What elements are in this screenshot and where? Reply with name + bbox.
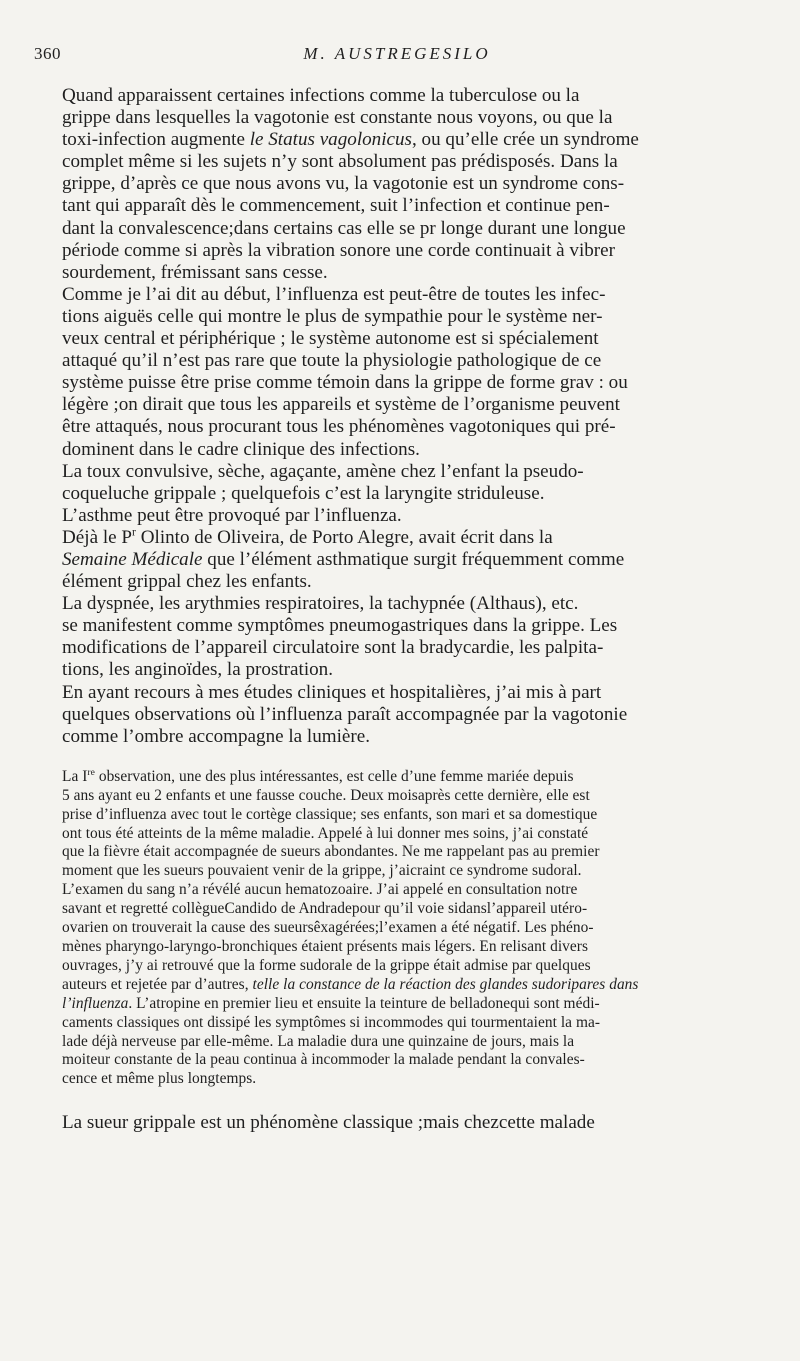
text-line (38, 1014, 760, 1033)
text-segment: L’examen du sang n’a révélé aucun hematozoaire. J’ai appelé en consultation notre (62, 881, 578, 899)
text-line (38, 129, 760, 151)
text-segment: observation, une des plus intéressantes, est celle d’une femme mariée depuis (94, 767, 574, 785)
text-segment: La toux convulsive, sèche, agaçante, amène chez l’enfant la pseudo- (62, 460, 584, 482)
text-line (38, 825, 760, 844)
text-segment: savant et regretté collègueCandido de Andradepour qu’il voie sidansl’appareil utéro- (62, 900, 588, 918)
text-segment: telle la constance de la réaction des glandes sudoripares dans (252, 975, 639, 993)
text-line (38, 862, 760, 881)
text-segment: toxi-infection augmente (62, 129, 250, 151)
text-segment: tant qui apparaît dès le commencement, suit l’infection et continue pen- (62, 195, 610, 217)
text-segment: que l’élément asthmatique surgit fréquemment comme (202, 548, 625, 570)
page-body (38, 85, 760, 1134)
text-line (38, 195, 760, 217)
text-line (38, 461, 760, 483)
text-line (38, 505, 760, 527)
text-segment: moment que les sueurs pouvaient venir de la grippe, j’aicraint ce syndrome sudoral. (62, 862, 582, 880)
text-segment: La dyspnée, les arythmies respiratoires, la tachypnée (Althaus), etc. (62, 593, 579, 615)
text-segment: système puisse être prise comme témoin dans la grippe de forme grav : ou (62, 372, 628, 394)
text-line (38, 350, 760, 372)
text-segment: période comme si après la vibration sonore une corde continuait à vibrer (62, 239, 615, 261)
text-segment: grippe dans lesquelles la vagotonie est constante nous voyons, ou que la (62, 107, 613, 129)
text-segment: ouvrages, j’y ai retrouvé que la forme sudorale de la grippe était admise par quelques (62, 956, 591, 974)
text-line (38, 1070, 760, 1089)
text-line (38, 919, 760, 938)
text-line (38, 957, 760, 976)
paragraph-p6 (38, 593, 760, 681)
text-segment: tions aiguës celle qui montre le plus de sympathie pour le système ner- (62, 305, 603, 327)
text-line (38, 768, 760, 787)
paragraph-p5 (38, 524, 760, 593)
text-segment: La I (62, 767, 88, 785)
text-segment: sourdement, frémissant sans cesse. (62, 261, 328, 283)
text-line (38, 682, 760, 704)
text-segment: quelques observations où l’influenza paraît accompagnée par la vagotonie (62, 703, 628, 725)
text-line (38, 173, 760, 195)
observation-note (38, 768, 760, 1089)
text-line (38, 439, 760, 461)
text-line (38, 1033, 760, 1052)
text-segment: . L’atropine en premier lieu et ensuite la teinture de belladonequi sont médi- (128, 994, 600, 1012)
text-line (38, 372, 760, 394)
note-paragraph (38, 768, 760, 1089)
paragraph-p1 (38, 85, 760, 284)
paragraph-p2 (38, 284, 760, 461)
text-line (38, 704, 760, 726)
text-line (38, 900, 760, 919)
text-line (38, 328, 760, 350)
text-line (38, 881, 760, 900)
text-segment: dant la convalescence;dans certains cas elle se pr longe durant une longue (62, 217, 626, 239)
text-line (38, 151, 760, 173)
text-segment: lade déjà nerveuse par elle-même. La maladie dura une quinzaine de jours, mais la (62, 1032, 575, 1050)
paragraph-p3 (38, 461, 760, 505)
text-segment: Olinto de Oliveira, de Porto Alegre, avait écrit dans la (135, 526, 553, 548)
text-segment: prise d’influenza avec tout le cortège classique; ses enfants, son mari et sa domestique (62, 805, 598, 823)
text-segment: que la fièvre était accompagnée de sueurs abondantes. Ne me rappelant pas au premier (62, 843, 600, 861)
text-segment: coqueluche grippale ; quelquefois c’est la laryngite striduleuse. (62, 482, 545, 504)
text-line (38, 615, 760, 637)
text-segment: mènes pharyngo-laryngo-bronchiques étaient présents mais légers. En relisant divers (62, 937, 588, 955)
text-segment: L’asthme peut être provoqué par l’influenza. (62, 504, 402, 526)
text-segment: le Status vagolonicus (249, 129, 412, 151)
text-line (38, 593, 760, 615)
text-line (38, 416, 760, 438)
text-segment: tions, les anginoïdes, la prostration. (62, 659, 333, 681)
text-line (38, 938, 760, 957)
text-segment: Quand apparaissent certaines infections comme la tuberculose ou la (62, 85, 580, 106)
text-segment: moiteur constante de la peau continua à incommoder la malade pendant la convales- (62, 1051, 585, 1069)
text-segment: La sueur grippale est un phénomène classique ;mais chezcette malade (62, 1112, 595, 1134)
text-segment: veux central et périphérique ; le système autonome est si spécialement (62, 328, 599, 350)
text-line (38, 262, 760, 284)
text-line (38, 1112, 760, 1134)
text-line (38, 218, 760, 240)
text-segment: complet même si les sujets n’y sont absolument pas prédisposés. Dans la (62, 151, 618, 173)
text-segment: , ou qu’elle crée un syndrome (411, 129, 639, 151)
text-segment: r (132, 524, 136, 539)
text-line (38, 483, 760, 505)
text-segment: être attaqués, nous procurant tous les phénomènes vagotoniques qui pré- (62, 416, 616, 438)
text-segment: Déjà le P (62, 526, 132, 548)
text-line (38, 85, 760, 107)
paragraph-p4 (38, 505, 760, 527)
text-line (38, 107, 760, 129)
running-head: M. AUSTREGESILO (303, 44, 491, 63)
text-segment: l’influenza (62, 994, 129, 1012)
text-line (38, 240, 760, 262)
text-line (38, 787, 760, 806)
text-segment: re (87, 766, 95, 778)
text-line (38, 284, 760, 306)
text-segment: caments classiques ont dissipé les symptômes si incommodes qui tourmentaient la ma- (62, 1013, 601, 1031)
text-segment: cence et même plus longtemps. (62, 1070, 257, 1088)
page-number: 360 (34, 44, 61, 63)
text-line (38, 726, 760, 748)
text-segment: ont tous été atteints de la même maladie. Appelé à lui donner mes soins, j’ai constaté (62, 824, 589, 842)
text-line (38, 1051, 760, 1070)
text-line (38, 394, 760, 416)
closing-text (38, 1112, 760, 1134)
text-segment: dominent dans le cadre clinique des infections. (62, 438, 420, 460)
text-segment: modifications de l’appareil circulatoire sont la bradycardie, les palpita- (62, 637, 604, 659)
text-segment: Semaine Médicale (62, 548, 203, 570)
text-line (38, 306, 760, 328)
text-segment: se manifestent comme symptômes pneumogastriques dans la grippe. Les (62, 615, 618, 637)
text-segment: Comme je l’ai dit au début, l’influenza est peut-être de toutes les infec- (62, 283, 606, 305)
text-segment: grippe, d’après ce que nous avons vu, la vagotonie est un syndrome cons- (62, 173, 625, 195)
text-segment: légère ;on dirait que tous les appareils et système de l’organisme peuvent (62, 394, 620, 416)
text-line (38, 571, 760, 593)
text-segment: auteurs et rejetée par d’autres, (62, 975, 253, 993)
main-text (38, 85, 760, 748)
closing-paragraph (38, 1112, 760, 1134)
text-segment: 5 ans ayant eu 2 enfants et une fausse couche. Deux moisaprès cette dernière, elle est (62, 786, 590, 804)
paragraph-p7 (38, 682, 760, 748)
text-line (38, 637, 760, 659)
text-segment: ovarien on trouverait la cause des sueursêxagérées;l’examen a été négatif. Les phéno- (62, 919, 594, 937)
text-line (38, 976, 760, 995)
text-line (38, 659, 760, 681)
text-segment: En ayant recours à mes études cliniques et hospitalières, j’ai mis à part (62, 681, 602, 703)
text-line (38, 806, 760, 825)
page-header (34, 44, 760, 66)
text-line (38, 524, 760, 549)
text-line (38, 995, 760, 1014)
text-segment: élément grippal chez les enfants. (62, 571, 312, 593)
text-line (38, 843, 760, 862)
text-segment: comme l’ombre accompagne la lumière. (62, 725, 371, 747)
text-line (38, 549, 760, 571)
text-segment: attaqué qu’il n’est pas rare que toute la physiologie pathologique de ce (62, 350, 602, 372)
